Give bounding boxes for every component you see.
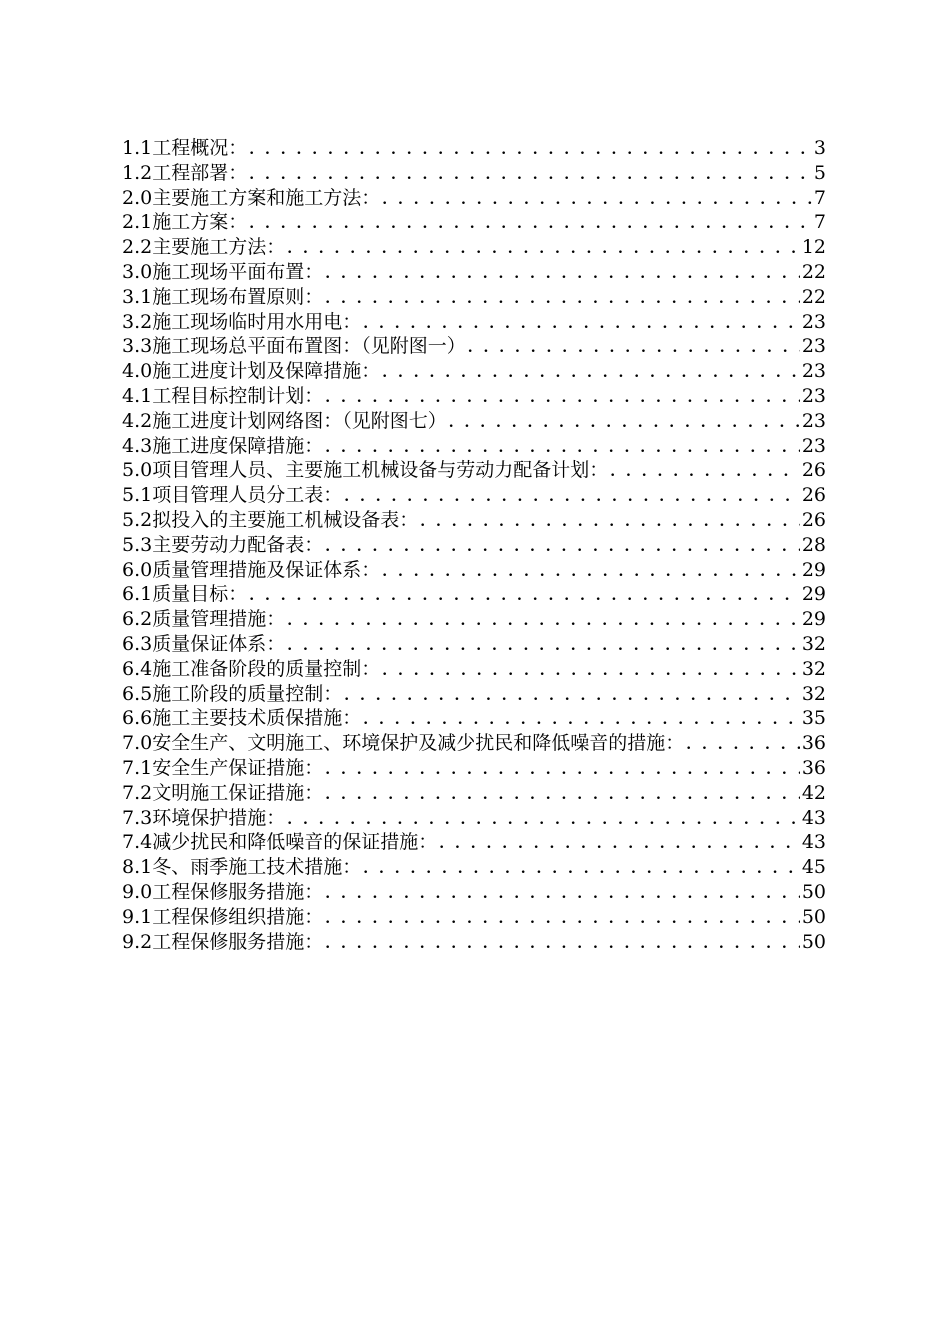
toc-entry[interactable]: [122, 533, 826, 558]
toc-entry-number: 4.2: [122, 409, 153, 432]
toc-entry-number: 3.3: [122, 335, 153, 358]
toc-entry-title: 工程保修服务措施：: [152, 880, 324, 903]
toc-entry[interactable]: [122, 731, 826, 756]
toc-entry[interactable]: [122, 285, 826, 310]
toc-entry[interactable]: [122, 657, 826, 682]
toc-dot-leader: [363, 708, 800, 733]
toc-entry-number: 6.6: [122, 707, 153, 730]
toc-entry-page-number: 43: [801, 831, 826, 854]
toc-entry-page-number: 26: [801, 484, 826, 507]
toc-entry-title: 施工现场平面布置：: [152, 260, 324, 283]
toc-dot-leader: [363, 312, 800, 337]
toc-entry[interactable]: [122, 582, 826, 607]
toc-entry-title: 冬、雨季施工技术措施：: [152, 856, 362, 879]
toc-entry[interactable]: [122, 186, 826, 211]
toc-entry-page-number: 50: [801, 880, 826, 903]
toc-entry-page-number: 43: [801, 806, 826, 829]
toc-entry-number: 6.0: [122, 558, 153, 581]
toc-dot-leader: [363, 857, 800, 882]
toc-dot-leader: [449, 411, 800, 436]
toc-entry-number: 7.3: [122, 806, 153, 829]
toc-entry-title: 施工进度计划及保障措施：: [152, 360, 381, 383]
toc-entry-number: 9.1: [122, 905, 153, 928]
toc-entry-number: 5.2: [122, 508, 153, 531]
toc-entry-title: 环境保护措施：: [152, 806, 286, 829]
toc-entry-title: 工程保修组织措施：: [152, 905, 324, 928]
toc-entry-page-number: 12: [801, 236, 826, 259]
toc-entry-title: 项目管理人员、主要施工机械设备与劳动力配备计划：: [152, 459, 609, 482]
toc-entry-title: 施工现场临时用水用电：: [152, 310, 362, 333]
toc-entry[interactable]: [122, 781, 826, 806]
toc-dot-leader: [287, 237, 800, 262]
toc-dot-leader: [439, 832, 800, 857]
toc-dot-leader: [325, 932, 800, 957]
toc-entry[interactable]: [122, 235, 826, 260]
toc-entry-number: 6.5: [122, 682, 153, 705]
toc-entry-title: 质量保证体系：: [152, 632, 286, 655]
toc-entry-title: 施工主要技术质保措施：: [152, 707, 362, 730]
toc-entry-title: 项目管理人员分工表：: [152, 484, 343, 507]
toc-entry-number: 7.1: [122, 756, 153, 779]
toc-entry-page-number: 50: [801, 930, 826, 953]
toc-entry-page-number: 28: [801, 533, 826, 556]
toc-entry-page-number: 32: [801, 632, 826, 655]
toc-entry[interactable]: [122, 483, 826, 508]
toc-entry-number: 6.1: [122, 583, 153, 606]
toc-entry[interactable]: [122, 508, 826, 533]
toc-entry-title: 主要劳动力配备表：: [152, 533, 324, 556]
toc-entry-number: 6.4: [122, 657, 153, 680]
toc-entry-title: 主要施工方法：: [152, 236, 286, 259]
toc-entry-number: 4.3: [122, 434, 153, 457]
toc-entry-page-number: 26: [801, 459, 826, 482]
toc-entry-number: 7.0: [122, 732, 153, 755]
toc-entry-number: 2.1: [122, 211, 153, 234]
toc-entry-title: 主要施工方案和施工方法：: [152, 186, 381, 209]
toc-entry-page-number: 32: [801, 657, 826, 680]
toc-entry-page-number: 29: [801, 558, 826, 581]
toc-entry-title: 施工方案：: [152, 211, 248, 234]
toc-entry-title: 质量目标：: [152, 583, 248, 606]
toc-entry[interactable]: [122, 607, 826, 632]
toc-entry-title: 施工现场总平面布置图：（见附图一）: [152, 335, 466, 358]
toc-entry-title: 拟投入的主要施工机械设备表：: [152, 508, 419, 531]
toc-entry-page-number: 23: [801, 409, 826, 432]
toc-dot-leader: [249, 163, 812, 188]
toc-dot-leader: [325, 436, 800, 461]
toc-entry-number: 1.1: [122, 137, 153, 159]
toc-entry-page-number: 5: [813, 161, 826, 184]
toc-entry[interactable]: [122, 210, 826, 235]
toc-dot-leader: [325, 907, 800, 932]
toc-entry-page-number: 26: [801, 508, 826, 531]
toc-entry[interactable]: [122, 434, 826, 459]
toc-dot-leader: [287, 634, 800, 659]
toc-entry-number: 2.0: [122, 186, 153, 209]
toc-entry-title: 施工进度保障措施：: [152, 434, 324, 457]
toc-entry[interactable]: [122, 260, 826, 285]
toc-entry[interactable]: [122, 855, 826, 880]
toc-entry[interactable]: [122, 161, 826, 186]
toc-entry-number: 4.0: [122, 360, 153, 383]
toc-dot-leader: [382, 361, 800, 386]
toc-entry[interactable]: [122, 880, 826, 905]
toc-entry-title: 工程目标控制计划：: [152, 384, 324, 407]
toc-entry-page-number: 29: [801, 608, 826, 631]
toc-entry-page-number: 7: [813, 186, 826, 209]
toc-entry-page-number: 36: [801, 756, 826, 779]
table-of-contents: [122, 136, 826, 954]
toc-dot-leader: [686, 733, 800, 758]
toc-entry-number: 1.2: [122, 161, 153, 184]
toc-dot-leader: [325, 262, 800, 287]
toc-entry-page-number: 23: [801, 310, 826, 333]
toc-entry-number: 3.0: [122, 260, 153, 283]
toc-dot-leader: [325, 758, 800, 783]
toc-entry-number: 7.2: [122, 781, 153, 804]
toc-entry-page-number: 45: [801, 856, 826, 879]
toc-entry[interactable]: [122, 558, 826, 583]
toc-entry-number: 2.2: [122, 236, 153, 259]
toc-entry-number: 9.0: [122, 880, 153, 903]
toc-entry-page-number: 35: [801, 707, 826, 730]
toc-entry-number: 9.2: [122, 930, 153, 953]
toc-entry-title: 质量管理措施及保证体系：: [152, 558, 381, 581]
toc-entry[interactable]: [122, 334, 826, 359]
toc-entry[interactable]: [122, 830, 826, 855]
toc-entry-title: 质量管理措施：: [152, 608, 286, 631]
toc-entry-title: 施工进度计划网络图：（见附图七）: [152, 409, 447, 432]
toc-dot-leader: [420, 510, 800, 535]
toc-entry-number: 5.1: [122, 484, 153, 507]
toc-dot-leader: [325, 882, 800, 907]
toc-entry-page-number: 32: [801, 682, 826, 705]
toc-entry-page-number: 23: [801, 335, 826, 358]
toc-entry-number: 6.3: [122, 632, 153, 655]
toc-dot-leader: [325, 783, 800, 808]
toc-entry-page-number: 23: [801, 360, 826, 383]
toc-entry[interactable]: [122, 458, 826, 483]
toc-dot-leader: [468, 336, 800, 361]
toc-entry-page-number: 22: [801, 260, 826, 283]
toc-entry-page-number: 23: [801, 434, 826, 457]
toc-entry[interactable]: [122, 384, 826, 409]
toc-entry[interactable]: [122, 706, 826, 731]
toc-dot-leader: [344, 684, 800, 709]
toc-entry-title: 工程概况：: [152, 137, 248, 159]
toc-entry-page-number: 7: [813, 211, 826, 234]
toc-dot-leader: [325, 287, 800, 312]
toc-entry[interactable]: [122, 632, 826, 657]
toc-entry-page-number: 42: [801, 781, 826, 804]
toc-dot-leader: [610, 460, 800, 485]
toc-entry-title: 安全生产保证措施：: [152, 756, 324, 779]
toc-entry-page-number: 23: [801, 384, 826, 407]
toc-entry[interactable]: [122, 682, 826, 707]
toc-entry[interactable]: [122, 905, 826, 930]
toc-entry[interactable]: [122, 756, 826, 781]
toc-entry-number: 5.0: [122, 459, 153, 482]
toc-entry[interactable]: [122, 136, 826, 161]
toc-dot-leader: [382, 659, 800, 684]
toc-dot-leader: [249, 212, 812, 237]
toc-entry[interactable]: [122, 409, 826, 434]
toc-dot-leader: [325, 386, 800, 411]
toc-entry-page-number: 3: [813, 137, 826, 159]
toc-dot-leader: [382, 560, 800, 585]
toc-entry-page-number: 50: [801, 905, 826, 928]
toc-entry-title: 施工现场布置原则：: [152, 285, 324, 308]
toc-entry-page-number: 22: [801, 285, 826, 308]
toc-entry-title: 施工阶段的质量控制：: [152, 682, 343, 705]
toc-dot-leader: [249, 584, 800, 609]
toc-dot-leader: [382, 188, 812, 213]
toc-entry[interactable]: [122, 806, 826, 831]
toc-entry-title: 文明施工保证措施：: [152, 781, 324, 804]
toc-entry-title: 减少扰民和降低噪音的保证措施：: [152, 831, 438, 854]
toc-entry-page-number: 36: [801, 732, 826, 755]
toc-entry-number: 4.1: [122, 384, 153, 407]
toc-dot-leader: [325, 535, 800, 560]
toc-entry[interactable]: [122, 930, 826, 955]
toc-entry-number: 3.1: [122, 285, 153, 308]
toc-entry-title: 施工准备阶段的质量控制：: [152, 657, 381, 680]
toc-entry-number: 7.4: [122, 831, 153, 854]
toc-entry-title: 工程部署：: [152, 161, 248, 184]
toc-entry-number: 6.2: [122, 608, 153, 631]
toc-dot-leader: [287, 808, 800, 833]
toc-entry-page-number: 29: [801, 583, 826, 606]
toc-entry-title: 安全生产、文明施工、环境保护及减少扰民和降低噪音的措施：: [152, 732, 685, 755]
toc-dot-leader: [287, 609, 800, 634]
toc-entry[interactable]: [122, 359, 826, 384]
toc-entry-number: 5.3: [122, 533, 153, 556]
toc-entry-number: 8.1: [122, 856, 153, 879]
toc-entry[interactable]: [122, 310, 826, 335]
toc-entry-title: 工程保修服务措施：: [152, 930, 324, 953]
toc-dot-leader: [344, 485, 800, 510]
toc-dot-leader: [249, 138, 812, 163]
toc-entry-number: 3.2: [122, 310, 153, 333]
